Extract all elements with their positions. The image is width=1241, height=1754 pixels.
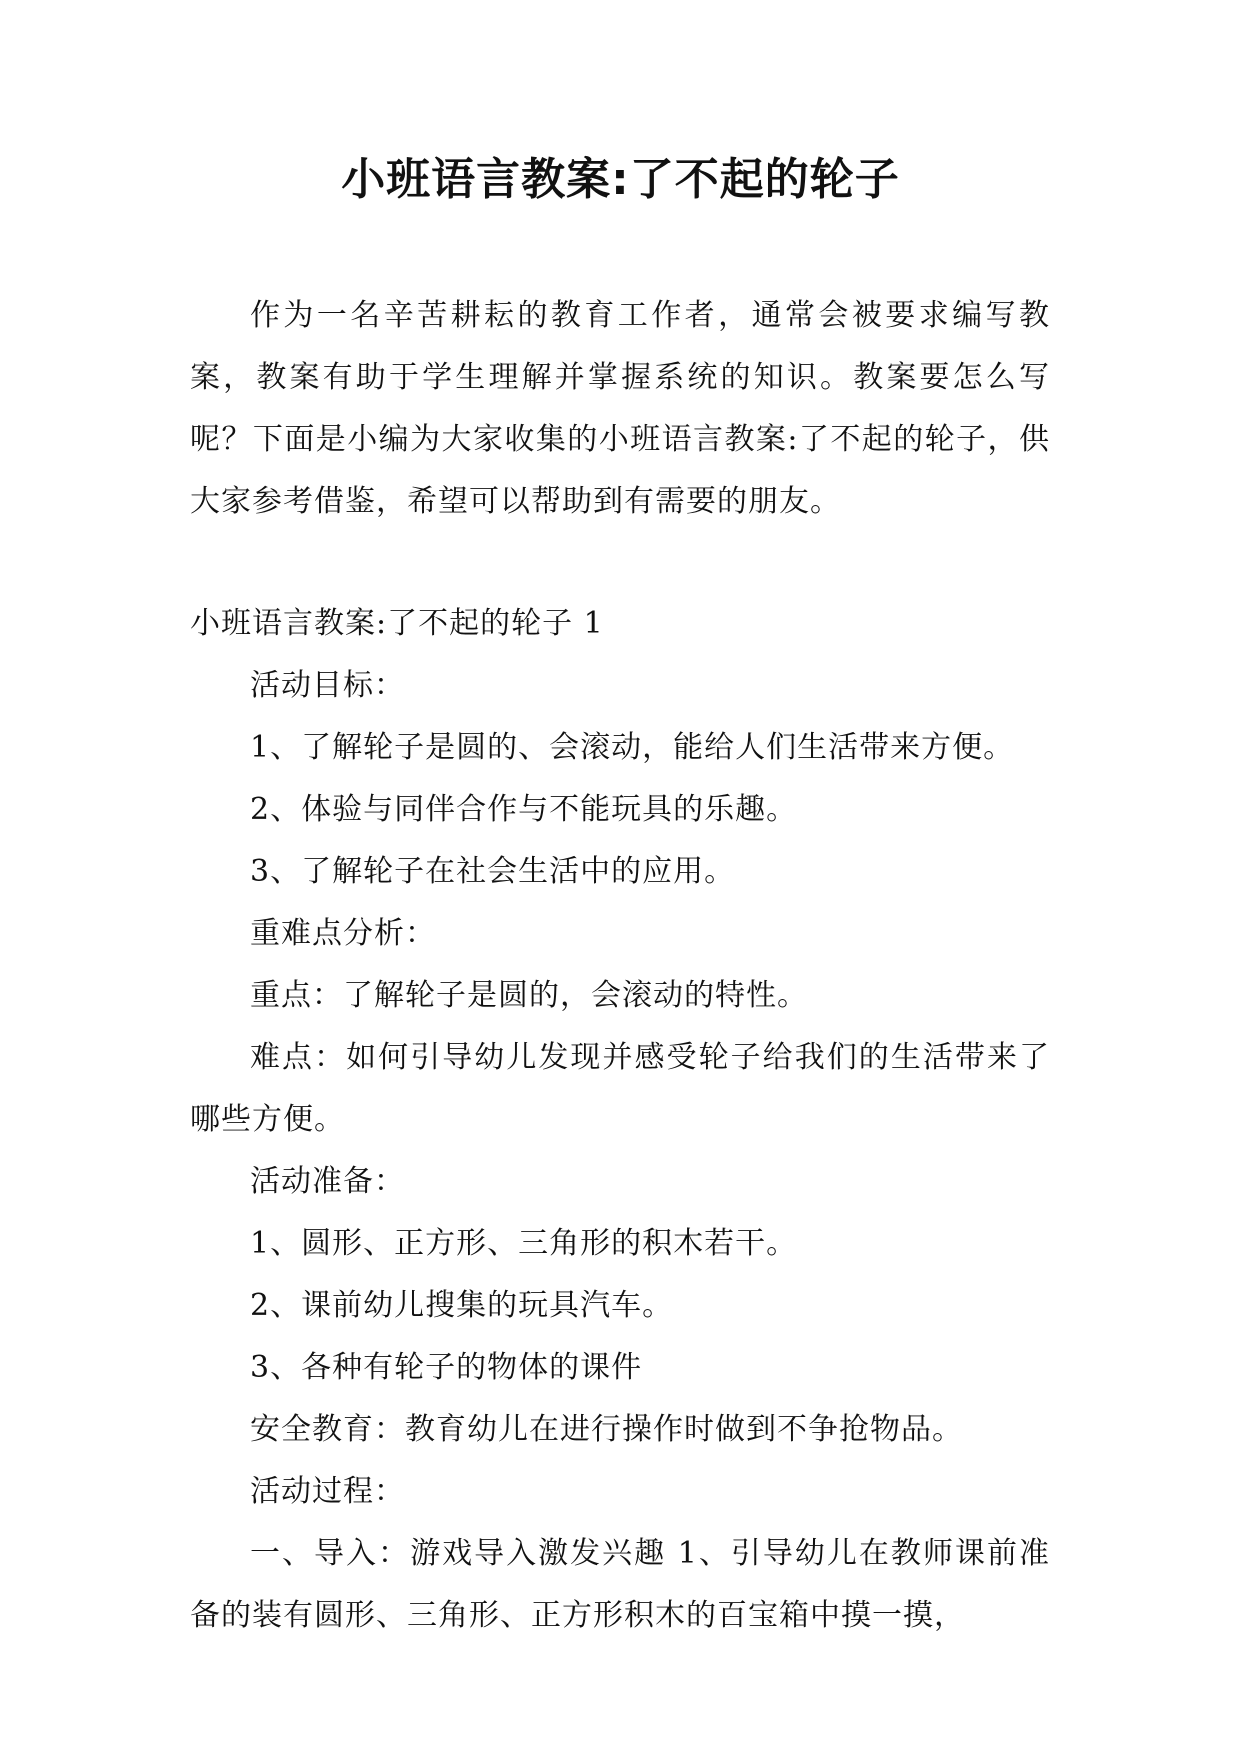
paragraph-key-point: 重点：了解轮子是圆的，会滚动的特性。 [250, 978, 808, 1013]
paragraph-goal-3: 3、了解轮子在社会生活中的应用。 [250, 854, 736, 889]
paragraph-prep-2: 2、课前幼儿搜集的玩具汽车。 [250, 1288, 674, 1323]
document-title: 小班语言教案:了不起的轮子 [341, 154, 900, 205]
intro-paragraph: 作为一名辛苦耕耘的教育工作者，通常会被要求编写教案，教案有助于学生理解并掌握系统的知识。教案要怎么写呢？下面是小编为大家收集的小班语言教案:了不起的轮子，供大家参考借鉴，希望可以帮助到有需要的朋友。 [190, 298, 1050, 519]
paragraph-key-difficulty-heading: 重难点分析： [250, 916, 436, 951]
paragraph-prep-1: 1、圆形、正方形、三角形的积木若干。 [250, 1226, 798, 1261]
paragraph-goal-1: 1、了解轮子是圆的、会滚动，能给人们生活带来方便。 [250, 730, 1015, 765]
paragraph-activity-goals: 活动目标： [250, 668, 405, 703]
paragraph-safety: 安全教育：教育幼儿在进行操作时做到不争抢物品。 [250, 1412, 963, 1447]
paragraph-preparation-heading: 活动准备： [250, 1164, 405, 1199]
document-body [190, 285, 1050, 1647]
paragraph-intro-step: 一、导入：游戏导入激发兴趣 1、引导幼儿在教师课前准备的装有圆形、三角形、正方形积木的百宝箱中摸一摸， [190, 1536, 1050, 1633]
section-heading: 小班语言教案:了不起的轮子 1 [190, 606, 604, 641]
paragraph-goal-2: 2、体验与同伴合作与不能玩具的乐趣。 [250, 792, 798, 827]
paragraph-prep-3: 3、各种有轮子的物体的课件 [250, 1350, 643, 1385]
paragraph-process-heading: 活动过程： [250, 1474, 405, 1509]
paragraph-difficulty: 难点：如何引导幼儿发现并感受轮子给我们的生活带来了哪些方便。 [190, 1040, 1050, 1137]
